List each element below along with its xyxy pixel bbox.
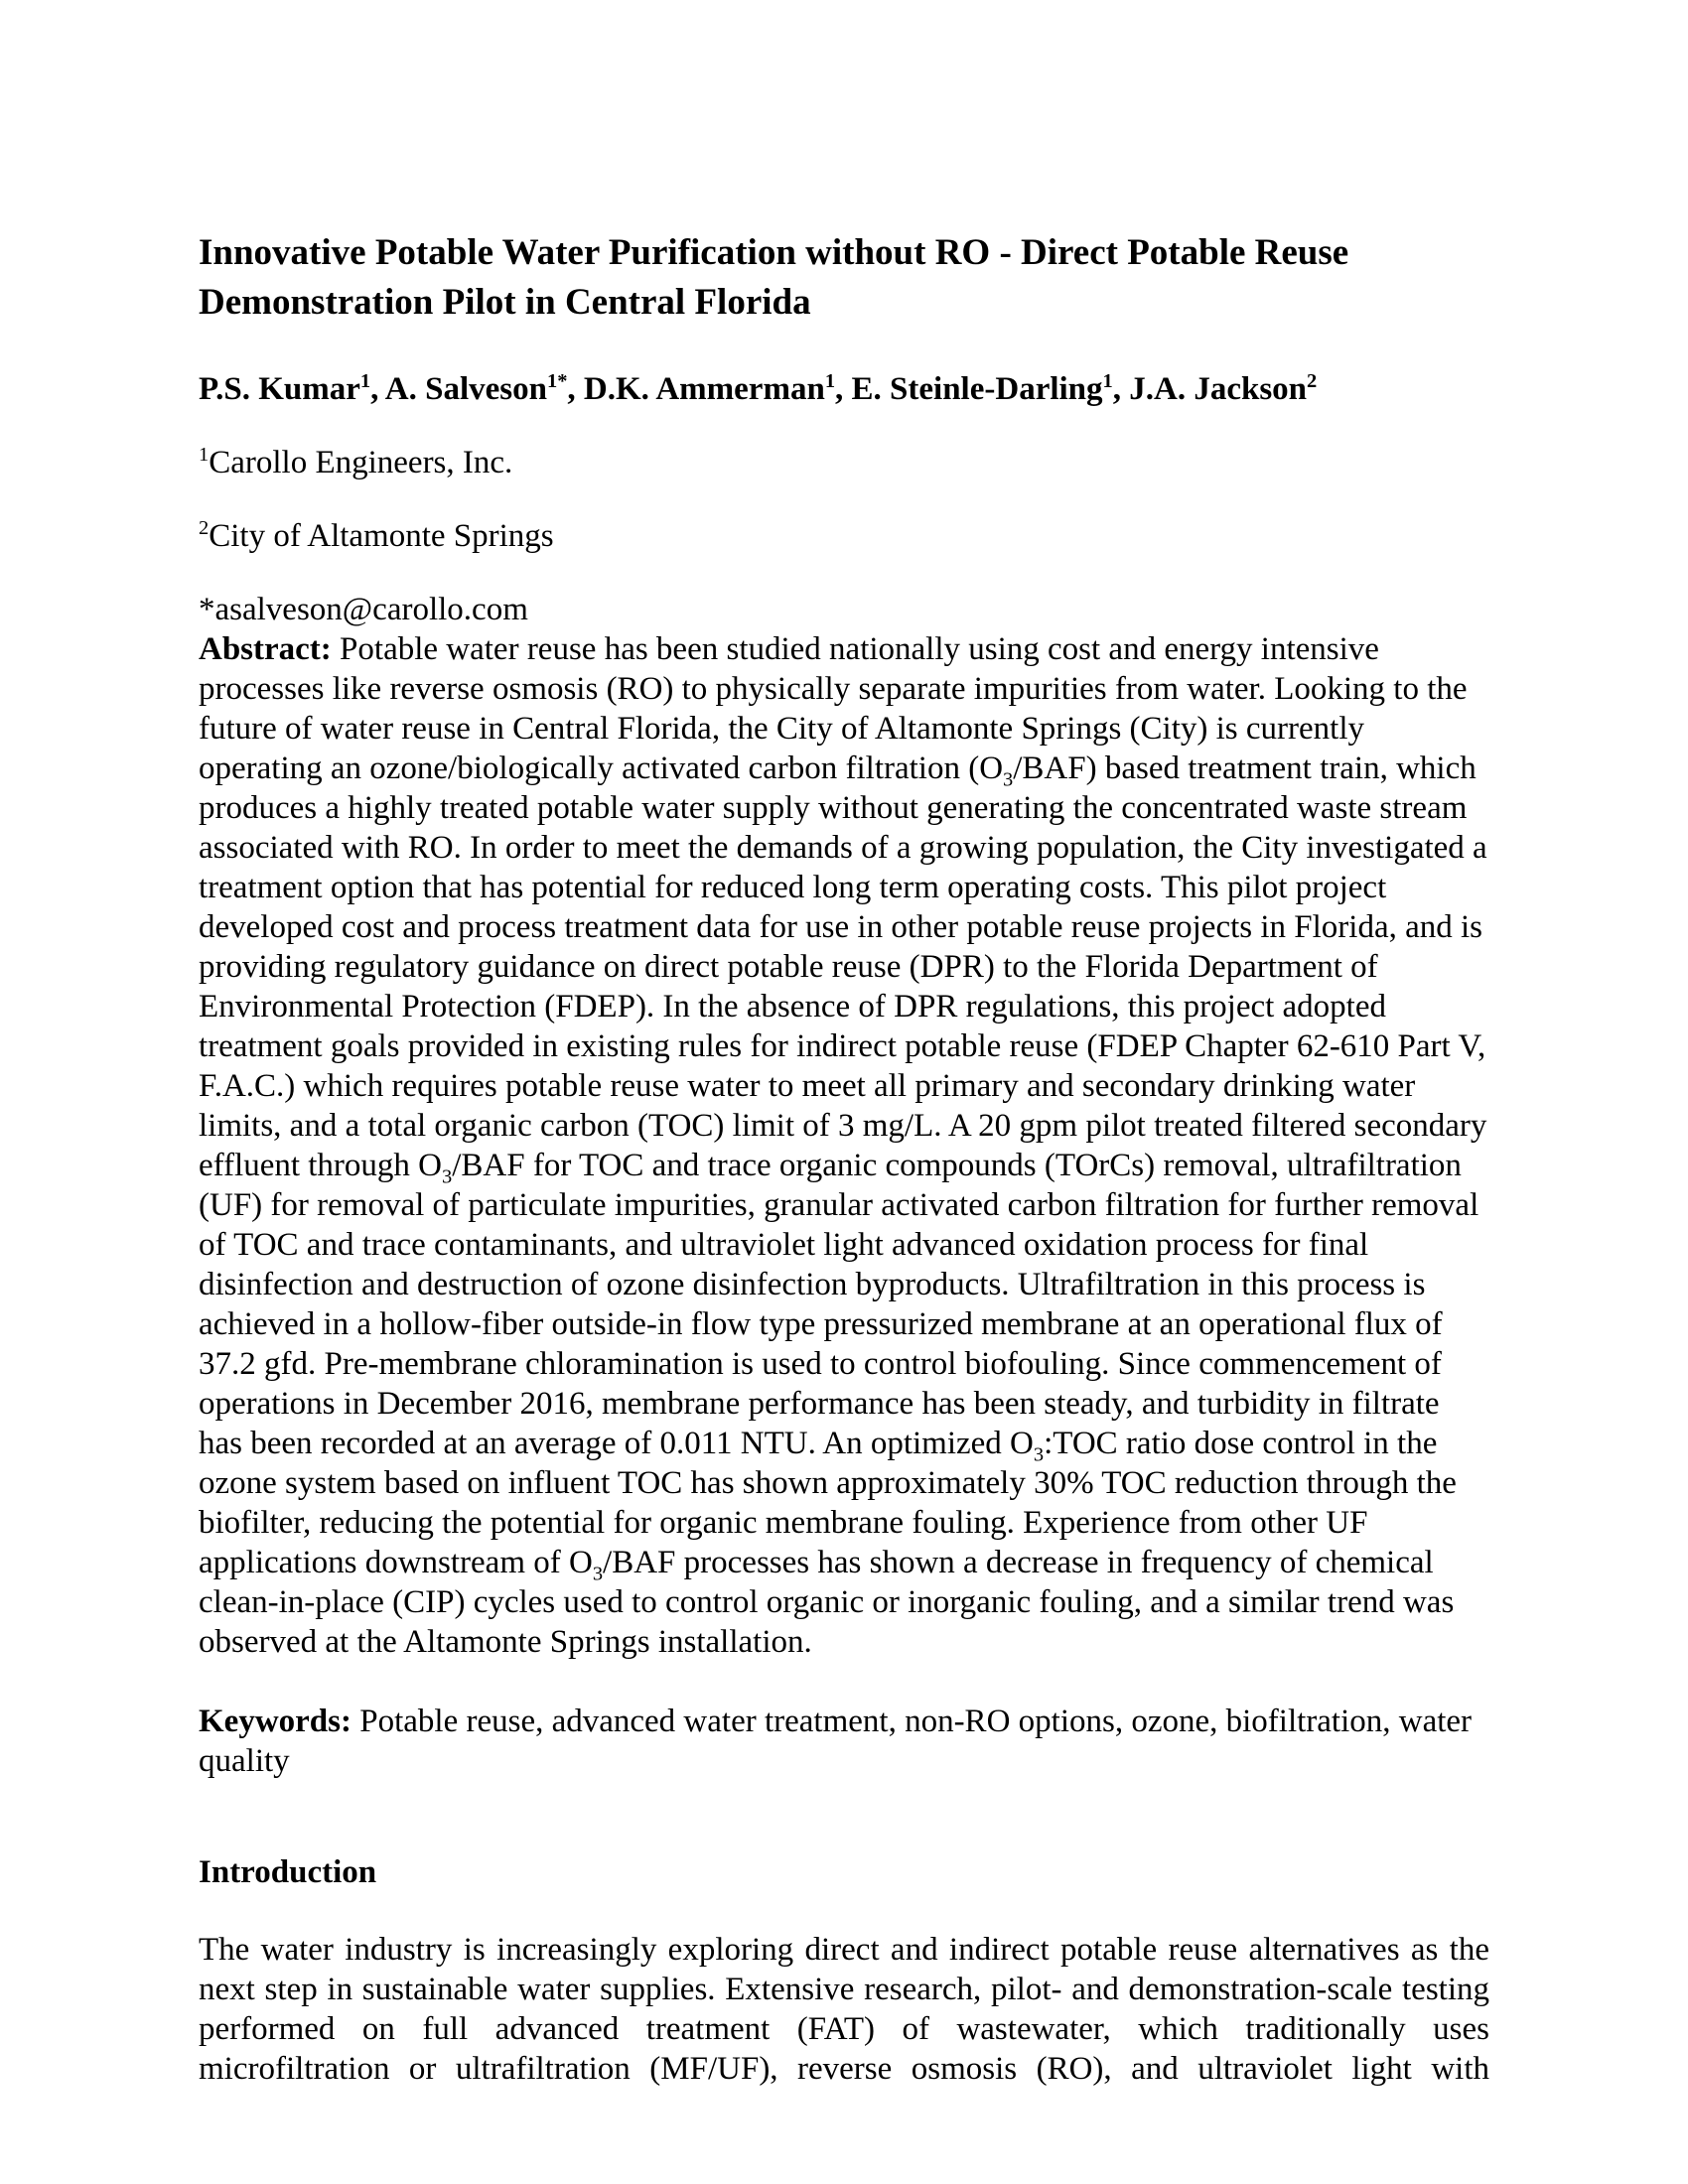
affiliation-2: $^2$City of Altamonte Springs xyxy=(199,517,554,554)
abstract-text: Potable water reuse has been studied nationally using cost and energy intensive processes like reverse osmosis (RO) to physically separate impurities from water. Looking to the future of water reuse in Central Florida, the City of Altamonte Springs (City) is currently operating an ozone/biologically activated carbon filtration $(O_3/BAF)$ based treatment train, which produces a highly treated potable water supply without generating the concentrated waste stream associated with RO. In order to meet the demands of a growing population, the City investigated a treatment option that has potential for reduced long term operating costs. This pilot project developed cost and process treatment data for use in other potable reuse projects in Florida, and is providing regulatory guidance on direct potable reuse (DPR) to the Florida Department of Environmental Protection (FDEP). In the absence of DPR regulations, this project adopted treatment goals provided in existing rules for indirect potable reuse (FDEP Chapter 62-610 Part V, F.A.C.) which requires potable reuse water to meet all primary and secondary drinking water limits, and a total organic carbon (TOC) limit of 3 mg/L. A 20 gpm pilot treated filtered secondary effluent through $O_3$/BAF for TOC and trace organic compounds (TOrCs) removal, ultrafiltration (UF) for removal of particulate impurities, granular activated carbon filtration for further removal of TOC and trace contaminants, and ultraviolet light advanced oxidation process for final disinfection and destruction of ozone disinfection byproducts. Ultrafiltration in this process is achieved in a hollow-fiber outside-in flow type pressurized membrane at an operational flux of 37.2 gfd. Pre-membrane chloramination is used to control biofouling. Since commencement of operations in December 2016, membrane performance has been steady, and turbidity in filtrate has been recorded at an average of 0.011 NTU. An optimized $O_3:TOC$ ratio dose control in the ozone system based on influent TOC has shown approximately 30% TOC reduction through the biofilter, reducing the potential for organic membrane fouling. Experience from other UF applications downstream of $O_3$/BAF processes has shown a decrease in frequency of chemical clean-in-place (CIP) cycles used to control organic or inorganic fouling, and a similar trend was observed at the Altamonte Springs installation. xyxy=(199,631,1487,1660)
keywords-label: Keywords: xyxy=(199,1704,352,1739)
abstract-paragraph xyxy=(199,629,1489,1662)
introduction-paragraph: The water industry is increasingly exploring direct and indirect potable reuse alternatives as the next step in sustainable water supplies. Extensive research, pilot- and demonstration-scale testing performed on full advanced treatment (FAT) of wastewater, which traditionally uses microfiltration or ultrafiltration (MF/UF), reverse osmosis (RO), and ultraviolet light with xyxy=(199,1932,1489,2087)
abstract-label: Abstract: xyxy=(199,631,332,667)
corresponding-email: *asalveson@carollo.com xyxy=(199,592,528,627)
affiliation-1: $^1$Carollo Engineers, Inc. xyxy=(199,444,513,480)
keywords-text: Potable reuse, advanced water treatment, non-RO options, ozone, biofiltration, water quality xyxy=(199,1704,1473,1779)
keywords-paragraph xyxy=(199,1702,1489,1781)
introduction-heading: Introduction xyxy=(199,1854,377,1890)
authors-line: P.S. Kumar$^1$, A. Salveson$^{1*}$, D.K. Ammerman$^1$, E. Steinle-Darling$^1$, J.A. Jackson$^2$ xyxy=(199,370,1318,407)
paper-title: Innovative Potable Water Purification without RO - Direct Potable Reuse Demonstration Pilot in Central Florida xyxy=(199,232,1349,323)
